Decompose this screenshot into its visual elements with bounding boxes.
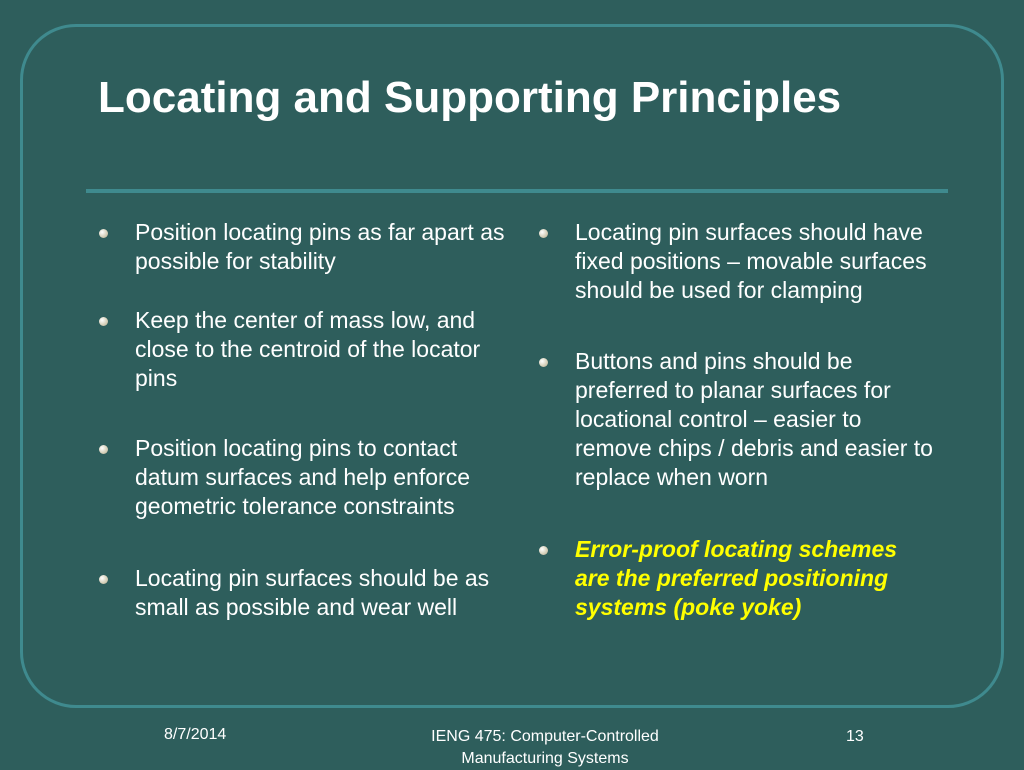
bullet-icon xyxy=(99,575,108,584)
right-column xyxy=(535,218,935,622)
title-divider xyxy=(86,189,948,193)
footer-date: 8/7/2014 xyxy=(164,726,227,743)
bullet-item xyxy=(95,564,515,622)
bullet-text: Position locating pins as far apart as possible for stability xyxy=(135,219,505,274)
bullet-icon xyxy=(99,229,108,238)
bullet-item-highlighted xyxy=(535,535,935,622)
bullet-text: Locating pin surfaces should have fixed positions – movable surfaces should be used for clamping xyxy=(575,219,927,303)
footer-page-number: 13 xyxy=(846,728,864,745)
bullet-icon xyxy=(539,358,548,367)
bullet-icon xyxy=(539,229,548,238)
bullet-item xyxy=(95,218,515,276)
bullet-icon xyxy=(99,445,108,454)
bullet-item xyxy=(95,434,515,521)
slide-title: Locating and Supporting Principles xyxy=(98,73,842,122)
footer-course-title: IENG 475: Computer-Controlled Manufacturing Systems xyxy=(431,728,659,767)
bullet-item xyxy=(535,218,935,305)
bullet-text: Position locating pins to contact datum surfaces and help enforce geometric tolerance constraints xyxy=(135,435,470,519)
bullet-icon xyxy=(539,546,548,555)
bullet-text: Locating pin surfaces should be as small as possible and wear well xyxy=(135,565,490,620)
bullet-text: Buttons and pins should be preferred to planar surfaces for locational control – easier to remove chips / debris and easier to replace when worn xyxy=(575,348,933,490)
bullet-text: Keep the center of mass low, and close to the centroid of the locator pins xyxy=(135,307,481,391)
bullet-item xyxy=(535,347,935,492)
bullet-text: Error-proof locating schemes are the preferred positioning systems (poke yoke) xyxy=(575,536,898,620)
left-bullet-list xyxy=(95,218,515,622)
bullet-icon xyxy=(99,317,108,326)
left-column xyxy=(95,218,515,622)
right-bullet-list xyxy=(535,218,935,622)
bullet-item xyxy=(95,306,515,393)
